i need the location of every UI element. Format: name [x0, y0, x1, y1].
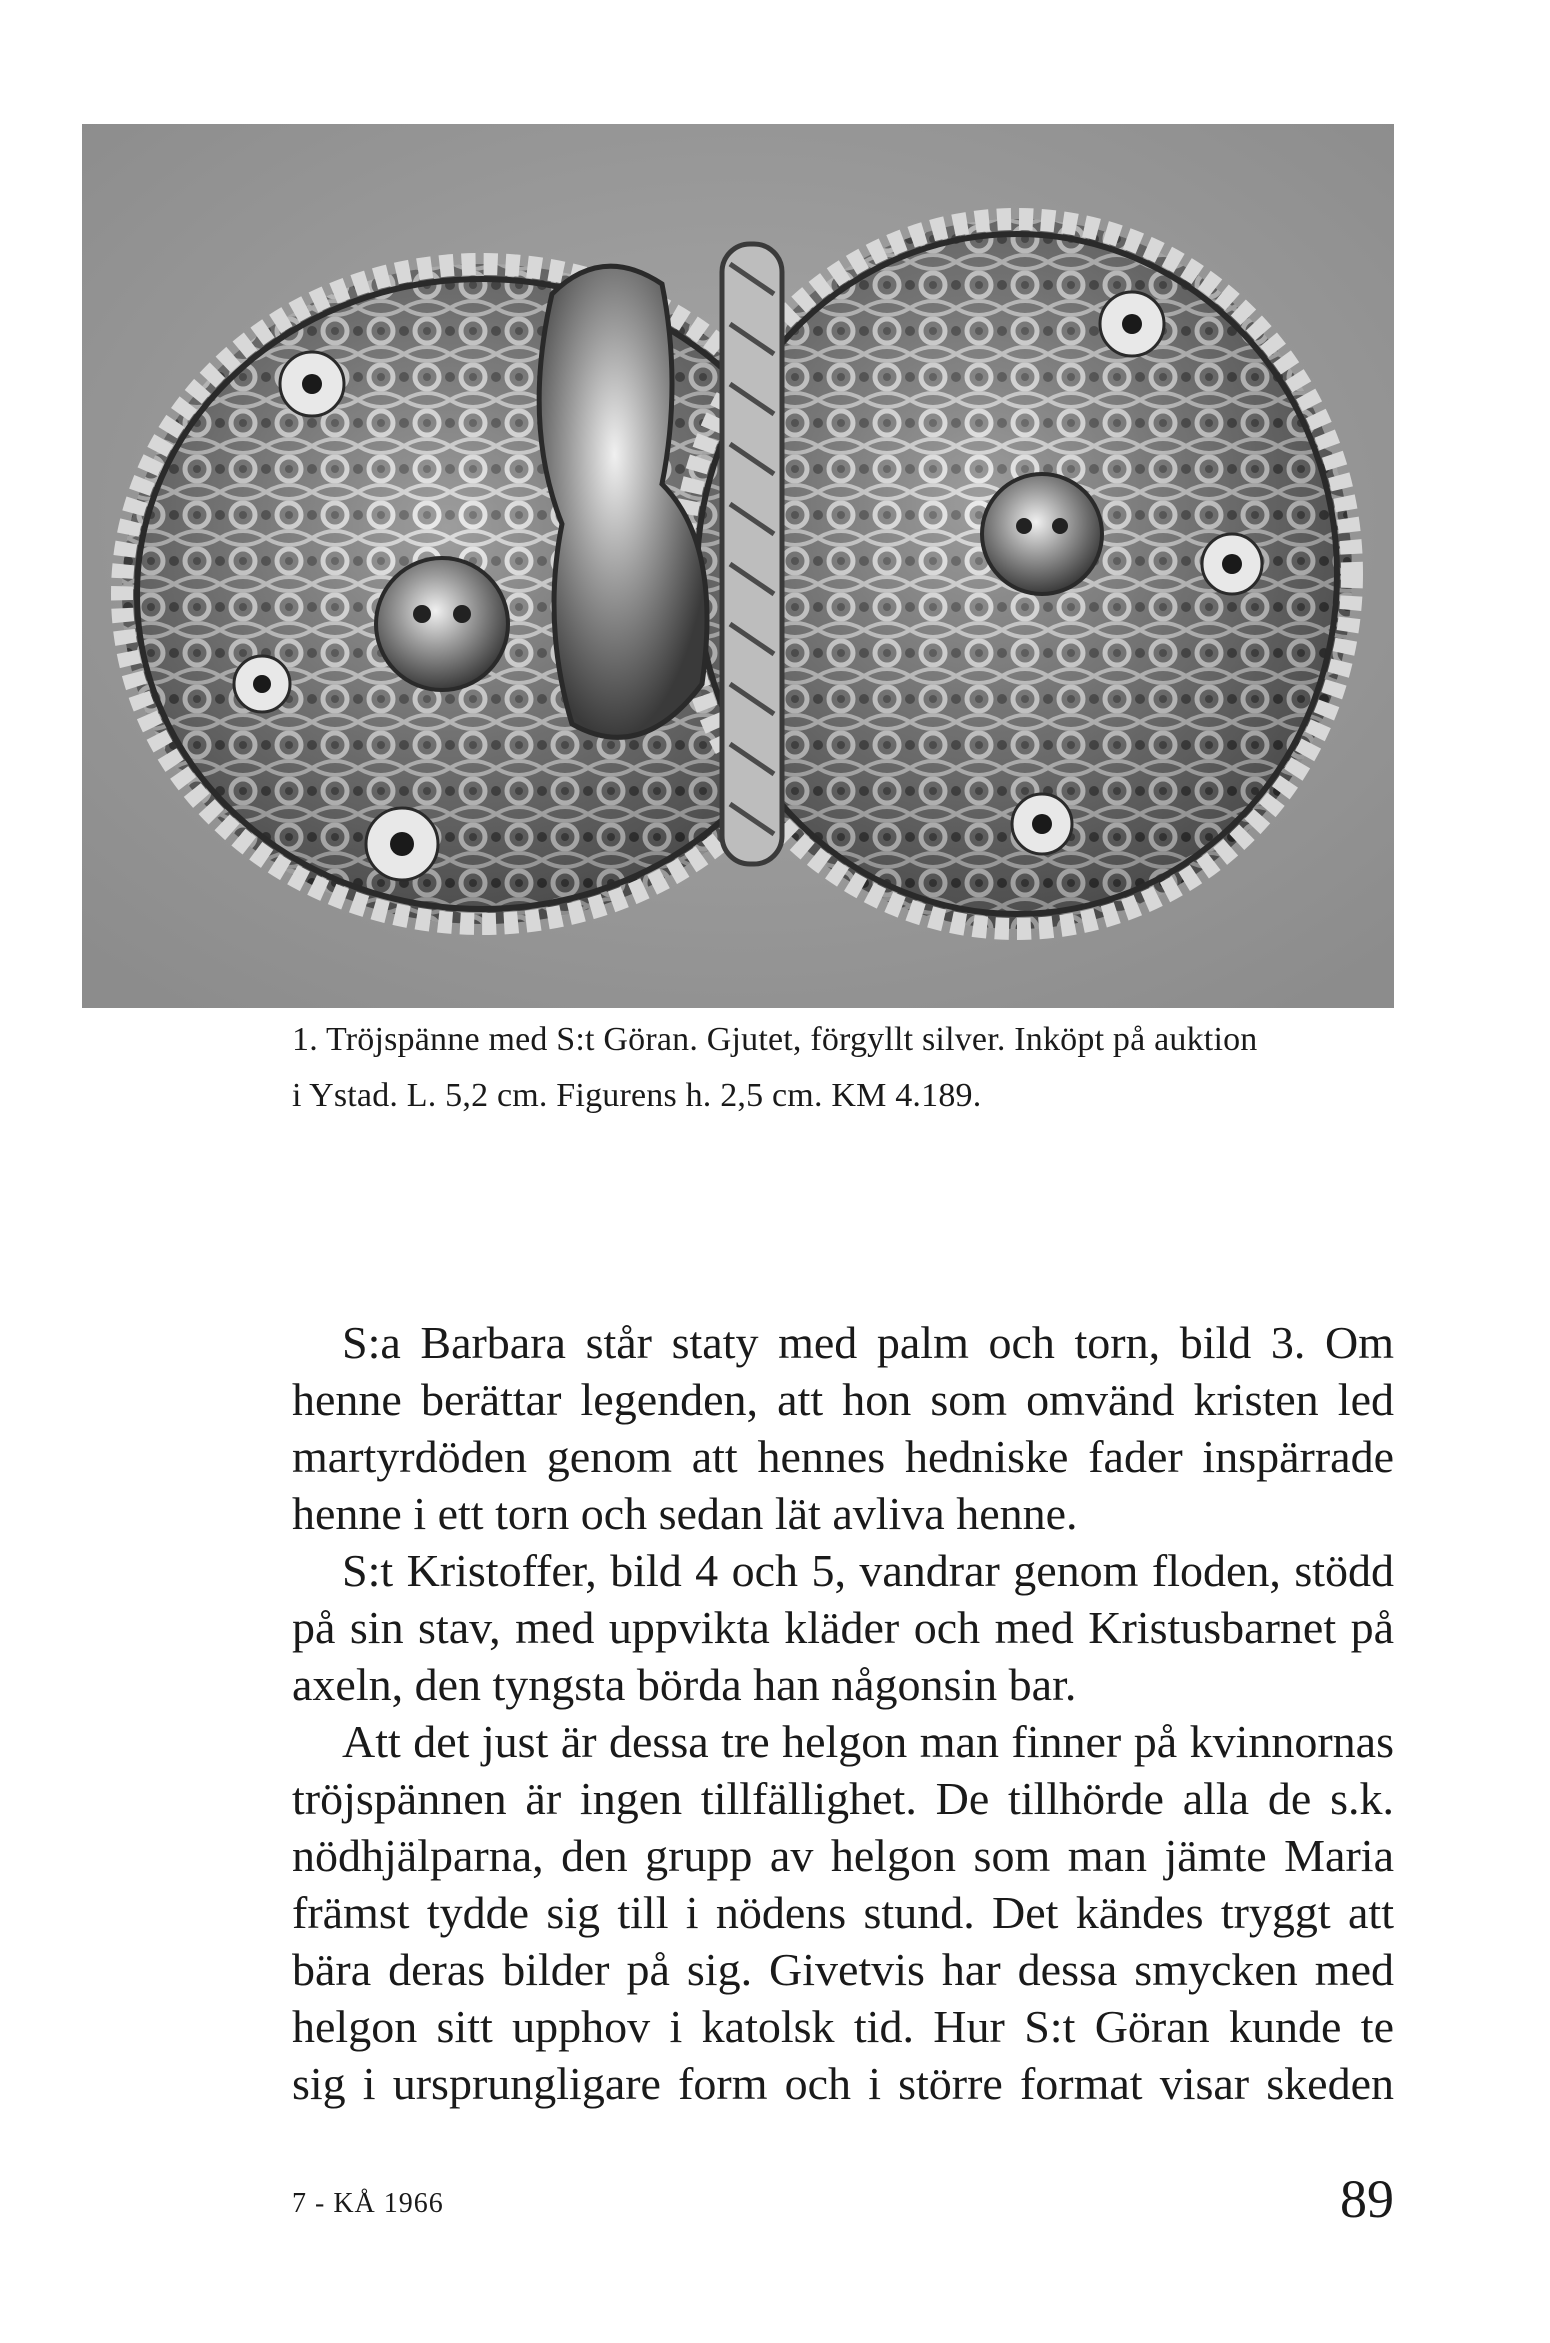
caption-line-1: 1. Tröjspänne med S:t Göran. Gjutet, förgyllt silver. Inköpt på auktion [292, 1021, 1258, 1058]
text-line: axeln, den tyngsta börda han någonsin bar. [292, 1659, 1077, 1710]
text-line: helgon sitt upphov i katolsk tid. Hur S:t Göran kunde te [292, 2001, 1394, 2052]
text-line: martyrdöden genom att hennes hedniske fader inspärrade [292, 1431, 1394, 1482]
text-line: bära deras bilder på sig. Givetvis har dessa smycken med [292, 1944, 1394, 1995]
paragraph-2 [292, 1542, 1394, 1713]
figure-caption [292, 1012, 1394, 1124]
text-line: på sin stav, med uppvikta kläder och med Kristusbarnet på [292, 1602, 1394, 1653]
buckle-photo [82, 124, 1394, 1008]
text-line: henne i ett torn och sedan lät avliva henne. [292, 1488, 1078, 1539]
caption-line-2: i Ystad. L. 5,2 cm. Figurens h. 2,5 cm. KM 4.189. [292, 1077, 982, 1114]
text-line: nödhjälparna, den grupp av helgon som man jämte Maria [292, 1830, 1394, 1881]
text-line: S:a Barbara står staty med palm och torn, bild 3. Om [342, 1317, 1394, 1368]
text-line: sig i ursprungligare form och i större format visar skeden [292, 2058, 1394, 2109]
paragraph-1 [292, 1314, 1394, 1542]
paragraph-3 [292, 1713, 1394, 2112]
text-line: Att det just är dessa tre helgon man finner på kvinnornas [342, 1716, 1394, 1767]
body-text [292, 1314, 1394, 2112]
footer-signature: 7 - KÅ 1966 [292, 2188, 444, 2219]
text-line: tröjspännen är ingen tillfällighet. De tillhörde alla de s.k. [292, 1773, 1394, 1824]
text-line: henne berättar legenden, att hon som omvänd kristen led [292, 1374, 1394, 1425]
ornate-silver-buckle-photo-icon [82, 124, 1394, 1008]
page-number: 89 [1340, 2169, 1394, 2229]
text-line: främst tydde sig till i nödens stund. Det kändes tryggt att [292, 1887, 1394, 1938]
text-line: S:t Kristoffer, bild 4 och 5, vandrar genom floden, stödd [342, 1545, 1394, 1596]
